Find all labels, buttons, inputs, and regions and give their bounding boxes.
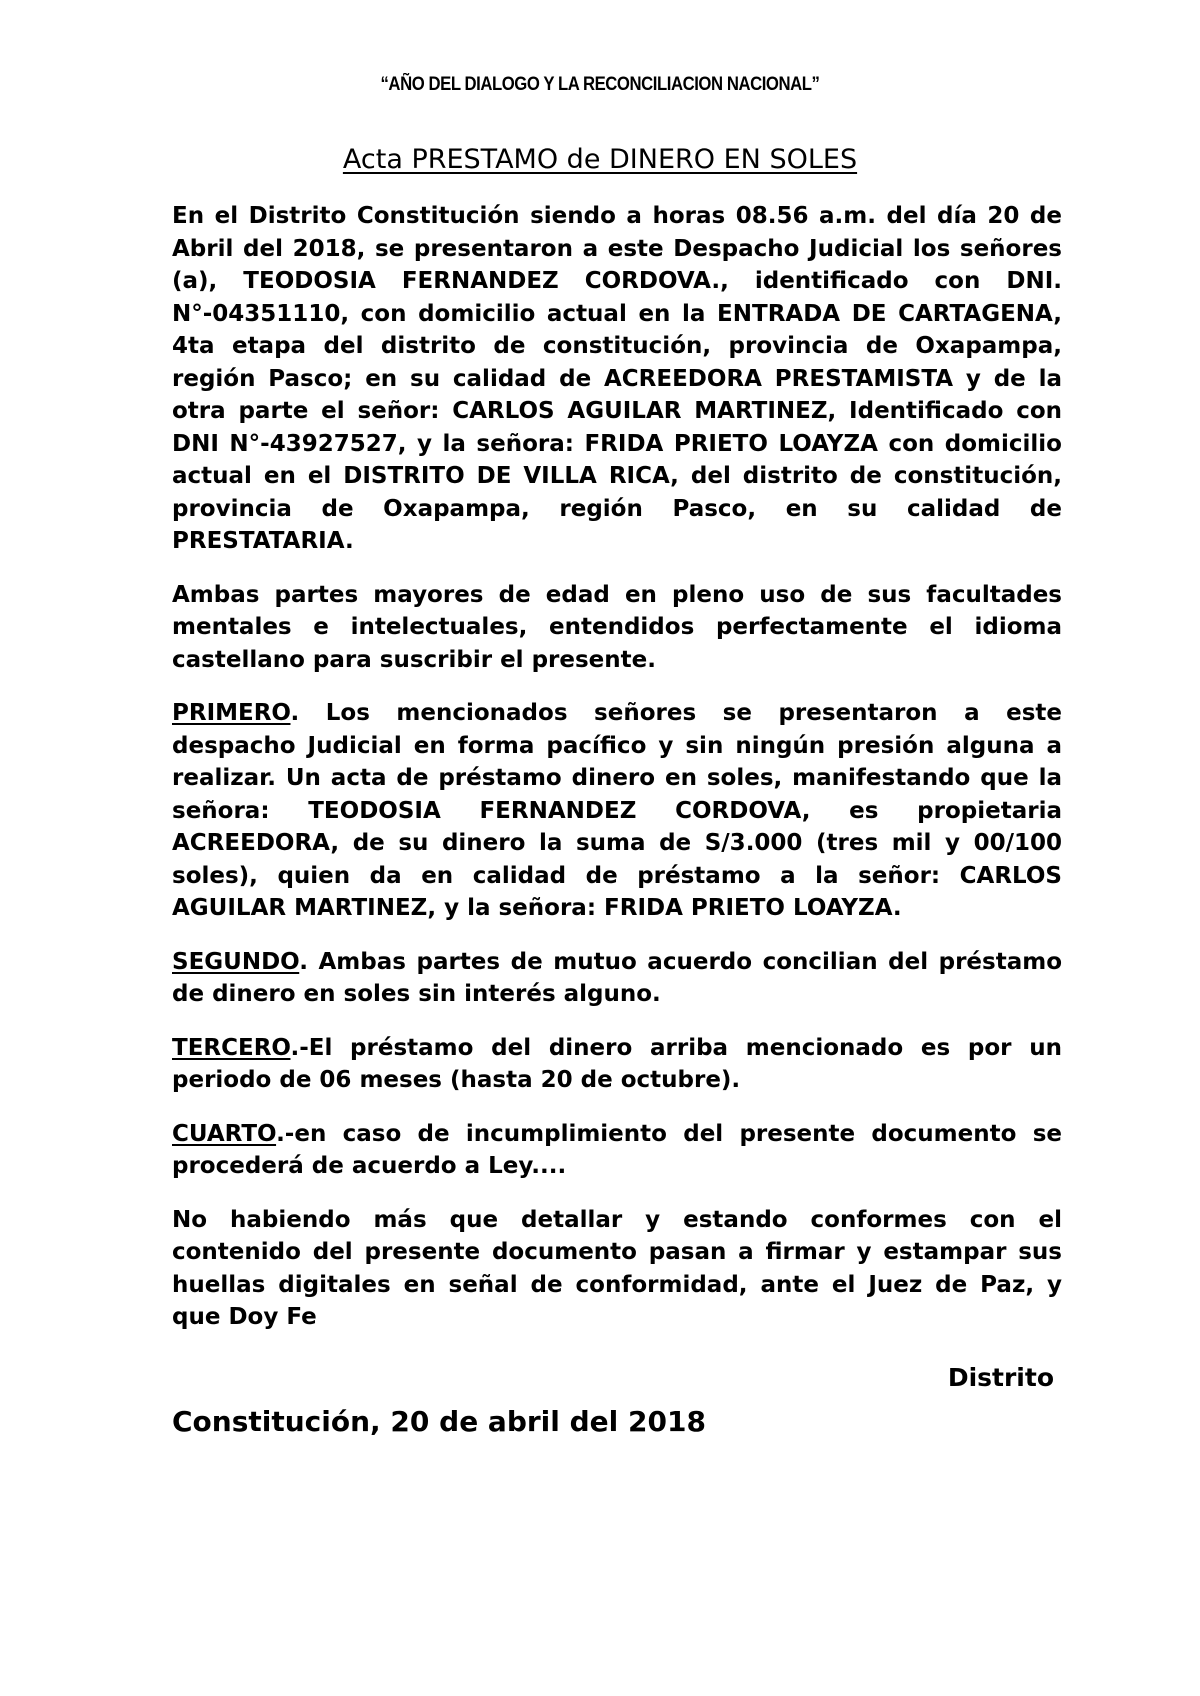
closing-paragraph: No habiendo más que detallar y estando conformes con el contenido del presente documento pasan a firmar y estampar sus huellas digitales en señal de conformidad, ante el Juez de Paz, y que Doy Fe <box>172 1206 1062 1330</box>
clause-primero-text: . Los mencionados señores se presentaron a este despacho Judicial en forma pacífico y sin ningún presión alguna a realizar. Un acta de préstamo dinero en soles, manifestando que la señora: TEODOSIA FERNANDEZ CORDOVA, es propietaria ACREEDORA, de su dinero la suma de S/3.000 (tres mil y 00/100 soles), quien da en calidad de préstamo a la señor: CARLOS AGUILAR MARTINEZ, y la señora: FRIDA PRIETO LOAYZA. <box>172 700 1062 921</box>
clause-cuarto <box>172 1118 1062 1183</box>
clause-tercero-label: TERCERO <box>172 1034 291 1061</box>
place-date-line: Constitución, 20 de abril del 2018 <box>172 1404 706 1438</box>
document-body <box>172 200 1062 1441</box>
clause-tercero <box>172 1032 1062 1097</box>
clause-segundo <box>172 946 1062 1011</box>
clause-cuarto-text: .-en caso de incumplimiento del presente documento se procederá de acuerdo a Ley.... <box>172 1120 1062 1179</box>
intro-paragraph: En el Distrito Constitución siendo a horas 08.56 a.m. del día 20 de Abril del 2018, se presentaron a este Despacho Judicial los señores (a), TEODOSIA FERNANDEZ CORDOVA., identificado con DNI. N°-04351110, con domicilio actual en la ENTRADA DE CARTAGENA, 4ta etapa del distrito de constitución, provincia de Oxapampa, región Pasco; en su calidad de ACREEDORA PRESTAMISTA y de la otra parte el señor: CARLOS AGUILAR MARTINEZ, Identificado con DNI N°-43927527, y la señora: FRIDA PRIETO LOAYZA con domicilio actual en el DISTRITO DE VILLA RICA, del distrito de constitución, provincia de Oxapampa, región Pasco, en su calidad de PRESTATARIA. <box>172 203 1062 554</box>
clause-segundo-text: . Ambas partes de mutuo acuerdo concilian del préstamo de dinero en soles sin interés alguno. <box>172 948 1062 1007</box>
clause-tercero-text: .-El préstamo del dinero arriba mencionado es por un periodo de 06 meses (hasta 20 de octubre). <box>172 1034 1062 1093</box>
parties-paragraph: Ambas partes mayores de edad en pleno uso de sus facultades mentales e intelectuales, entendidos perfectamente el idioma castellano para suscribir el presente. <box>172 581 1062 673</box>
place-line-right: Distrito <box>947 1362 1054 1392</box>
clause-cuarto-label: CUARTO <box>172 1120 277 1147</box>
clause-segundo-label: SEGUNDO <box>172 948 300 975</box>
document-title: Acta PRESTAMO de DINERO EN SOLES <box>342 144 858 175</box>
header-motto: “AÑO DEL DIALOGO Y LA RECONCILIACION NACIONAL” <box>380 74 820 95</box>
clause-primero-label: PRIMERO <box>172 700 291 726</box>
clause-primero <box>172 697 1062 925</box>
